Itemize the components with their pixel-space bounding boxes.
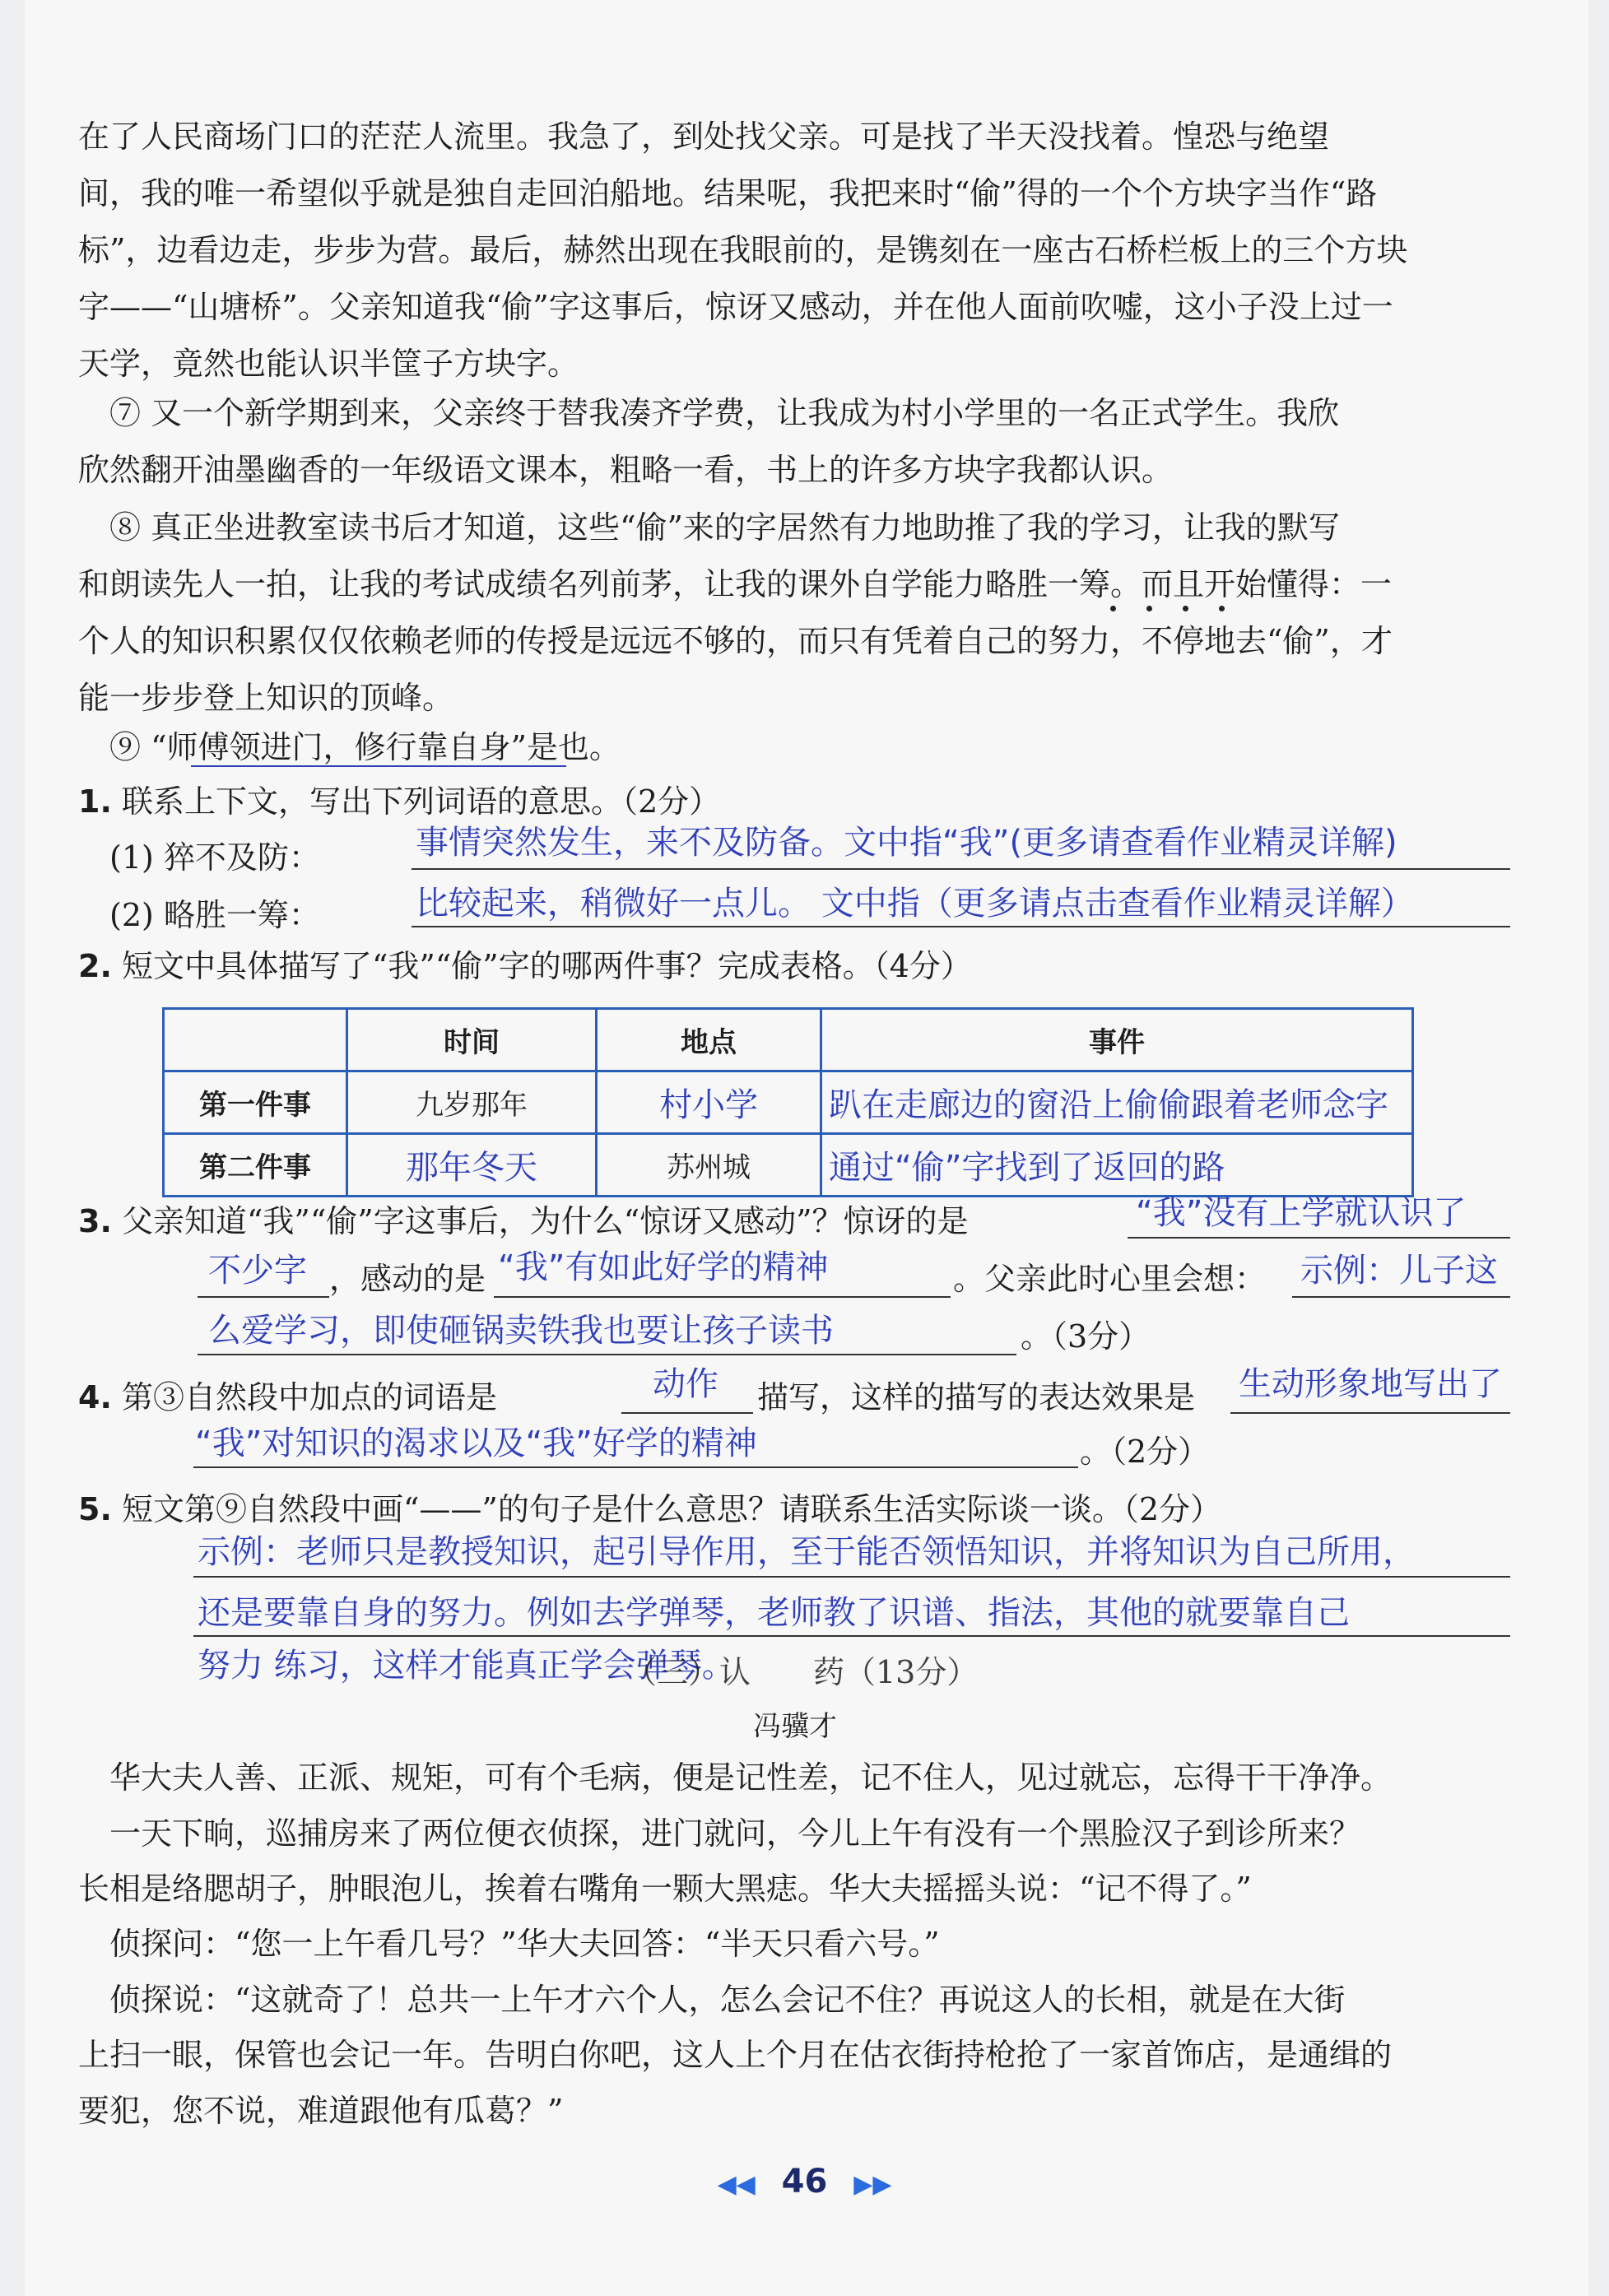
question-2: 2. 短文中具体描写了“我”“偷”字的哪两件事？完成表格。（4分） (78, 948, 972, 984)
q3-text-b: ，感动的是 (329, 1261, 486, 1297)
story-line: 侦探说：“这就奇了！总共一上午才六个人，怎么会记不住？再说这人的长相，就是在大街 (109, 1982, 1346, 2018)
q4-text-b: 描写，这样的描写的表达效果是 (757, 1379, 1196, 1415)
question-5: 5. 短文第⑨自然段中画“——”的句子是什么意思？请联系生活实际谈一谈。（2分） (78, 1491, 1222, 1527)
story-line: 长相是络腮胡子，肿眼泡儿，挨着右嘴角一颗大黑痣。华大夫摇摇头说：“记不得了。” (78, 1871, 1252, 1907)
passage-line: 欣然翻开油墨幽香的一年级语文课本，粗略一看，书上的许多方块字我都认识。 (78, 452, 1174, 488)
q4-text-c: 。（2分） (1080, 1434, 1210, 1470)
answer-line (198, 1296, 329, 1298)
passage-line: 字——“山塘桥”。父亲知道我“偷”字这事后，惊讶又感动，并在他人面前吹嘘，这小子没上过一 (78, 289, 1393, 325)
paragraph-8-line: ⑧ 真正坐进教室读书后才知道，这些“偷”来的字居然有力地助推了我的学习，让我的默写 (109, 509, 1340, 546)
answer-line (412, 926, 1510, 927)
emphasis-dot (1146, 606, 1152, 611)
underline-mark (191, 765, 566, 767)
table-header (164, 1009, 347, 1071)
events-table (162, 1007, 1414, 1197)
q3-answer-a1[interactable]: “我”没有上学就认识了 (1136, 1194, 1467, 1232)
story-line: 一天下晌，巡捕房来了两位便衣侦探，进门就问，今儿上午有没有一个黑脸汉子到诊所来？ (109, 1815, 1361, 1852)
table-answer-cell[interactable]: 那年冬天 (347, 1134, 597, 1197)
page-number: 46 (781, 2163, 828, 2201)
table-answer-cell[interactable]: 趴在走廊边的窗沿上偷偷跟着老师念字 (821, 1071, 1413, 1134)
q4-answer-b1[interactable]: 生动形象地写出了 (1239, 1365, 1502, 1403)
q3-text-c: 。父亲此时心里会想： (953, 1261, 1267, 1297)
q3-answer-b[interactable]: “我”有如此好学的精神 (498, 1248, 829, 1286)
emphasis-dot (1183, 606, 1188, 611)
paragraph-7-line: ⑦ 又一个新学期到来，父亲终于替我凑齐学费，让我成为村小学里的一名正式学生。我欣 (109, 395, 1340, 431)
story-line: 上扫一眼，保管也会记一年。告明白你吧，这人上个月在估衣街持枪抢了一家首饰店，是通缉的 (78, 2037, 1393, 2073)
q1-item-1-label: (1) 猝不及防： (109, 839, 320, 876)
answer-line (1128, 1237, 1510, 1239)
q3-text-d: 。（3分） (1021, 1318, 1151, 1355)
answer-line (193, 1635, 1510, 1637)
answer-line (193, 1466, 1078, 1468)
table-answer-cell[interactable]: 村小学 (597, 1071, 821, 1134)
q5-answer-line-2[interactable]: 还是要靠自身的努力。例如去学弹琴，老师教了识谱、指法，其他的就要靠自己 (198, 1594, 1350, 1632)
answer-line (494, 1296, 951, 1298)
story-line: 华大夫人善、正派、规矩，可有个毛病，便是记性差，记不住人，见过就忘，忘得干干净净。 (109, 1759, 1393, 1796)
answer-line (412, 868, 1510, 870)
emphasis-dot (1219, 606, 1225, 611)
answer-line (198, 1354, 1016, 1355)
story-author: 冯骥才 (753, 1710, 837, 1743)
emphasis-dot (1110, 606, 1116, 611)
table-header: 地点 (597, 1009, 821, 1071)
section-heading: （三）认 药（13分） (625, 1654, 979, 1690)
q1-answer-2[interactable]: 比较起来，稍微好一点儿。 文中指（更多请点击查看作业精灵详解） (416, 885, 1414, 923)
story-line: 侦探问：“您一上午看几号？”华大夫回答：“半天只看六号。” (109, 1926, 940, 1962)
table-row-label: 第二件事 (164, 1134, 347, 1197)
table-header: 时间 (347, 1009, 597, 1071)
q3-answer-a2[interactable]: 不少字 (208, 1252, 307, 1290)
passage-line: 和朗读先人一拍，让我的考试成绩名列前茅，让我的课外自学能力略胜一筹。而且开始懂得：一 (78, 566, 1393, 602)
table-cell: 九岁那年 (347, 1071, 597, 1134)
q1-answer-1[interactable]: 事情突然发生，来不及防备。文中指“我”(更多请查看作业精灵详解) (416, 824, 1397, 862)
q5-answer-line-3[interactable]: 努力 练习，这样才能真正学会弹琴。 (198, 1647, 735, 1685)
answer-line (1292, 1296, 1510, 1298)
page-footer (0, 2163, 1609, 2201)
question-3: 3. 父亲知道“我”“偷”字这事后，为什么“惊讶又感动”？惊讶的是 (78, 1203, 969, 1239)
q4-answer-a[interactable]: 动作 (653, 1365, 718, 1403)
answer-line (193, 1576, 1510, 1578)
prev-page-icon[interactable]: ◀◀ (717, 2170, 756, 2199)
story-line: 要犯，您不说，难道跟他有瓜葛？” (78, 2093, 564, 2129)
q4-answer-b2[interactable]: “我”对知识的渴求以及“我”好学的精神 (195, 1425, 757, 1462)
q5-answer-line-1[interactable]: 示例：老师只是教授知识，起引导作用，至于能否领悟知识，并将知识为自己所用， (198, 1533, 1416, 1571)
answer-line (1230, 1412, 1510, 1414)
answer-line (621, 1412, 753, 1414)
table-cell: 苏州城 (597, 1134, 821, 1197)
next-page-icon[interactable]: ▶▶ (853, 2170, 892, 2199)
q3-answer-c2[interactable]: 么爱学习，即使砸锅卖铁我也要让孩子读书 (208, 1312, 834, 1350)
table-answer-cell[interactable]: 通过“偷”字找到了返回的路 (821, 1134, 1413, 1197)
q1-item-2-label: (2) 略胜一筹： (109, 897, 320, 933)
question-4: 4. 第③自然段中加点的词语是 (78, 1379, 497, 1415)
passage-line: 标”，边看边走，步步为营。最后，赫然出现在我眼前的，是镌刻在一座古石桥栏板上的三个方块 (78, 232, 1408, 268)
q3-answer-c1[interactable]: 示例：儿子这 (1300, 1252, 1498, 1290)
passage-line: 天学，竟然也能认识半筐子方块字。 (78, 346, 579, 382)
passage-line: 在了人民商场门口的茫茫人流里。我急了，到处找父亲。可是找了半天没找着。惶恐与绝望 (78, 119, 1330, 155)
passage-line: 个人的知识积累仅仅依赖老师的传授是远远不够的，而只有凭着自己的努力，不停地去“偷”，才 (78, 623, 1393, 659)
paragraph-9-line: ⑨ “师傅领进门，修行靠自身”是也。 (109, 729, 621, 765)
table-header: 事件 (821, 1009, 1413, 1071)
table-row-label: 第一件事 (164, 1071, 347, 1134)
passage-line: 能一步步登上知识的顶峰。 (78, 680, 454, 716)
passage-line: 间，我的唯一希望似乎就是独自走回泊船地。结果呢，我把来时“偷”得的一个个方块字当作“路 (78, 175, 1378, 211)
question-1: 1. 联系上下文，写出下列词语的意思。（2分） (78, 783, 721, 820)
